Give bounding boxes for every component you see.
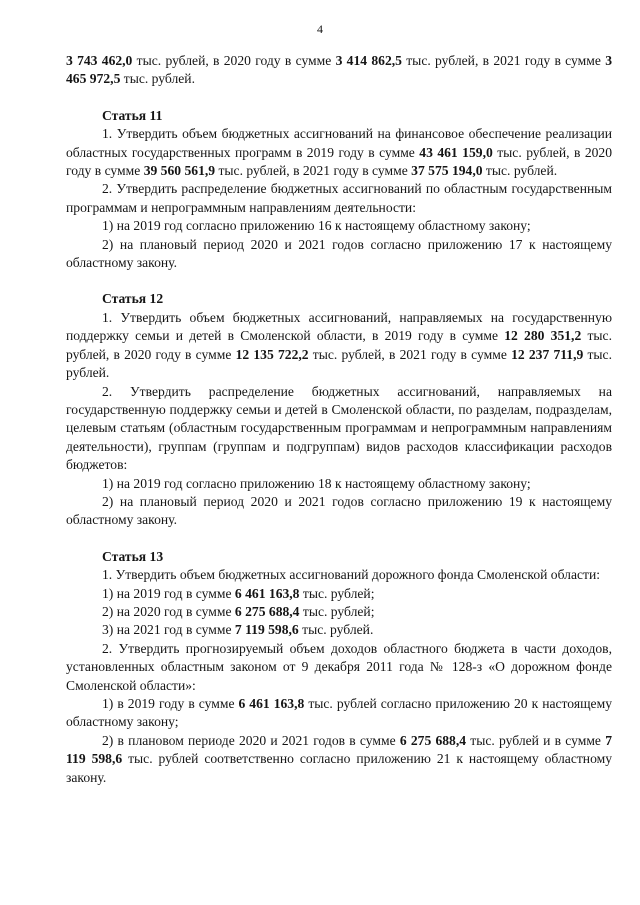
amount: 12 135 722,2 bbox=[235, 346, 309, 362]
article-12-item-2: 2) на плановый период 2020 и 2021 годов согласно приложению 19 к настоящему областному закону. bbox=[66, 493, 612, 528]
article-11-paragraph-2: 2. Утвердить распределение бюджетных ассигнований по областным государственным программам и непрограммным направлениям деятельности: bbox=[66, 181, 612, 215]
article-12-paragraph-2: 2. Утвердить распределение бюджетных ассигнований, направляемых на государственную поддержку семьи и детей в Смоленской области, по разделам, подразделам, целевым статьям (областным государственным программам и непрограммным направлениям деятельности), группам (группам и подгруппам) видов расходов классификации расходов бюджетов: bbox=[66, 383, 612, 473]
page-number: 4 bbox=[317, 22, 323, 36]
amount: 6 275 688,4 bbox=[234, 603, 300, 619]
amount: 12 280 351,2 bbox=[504, 328, 582, 344]
intro-paragraph: 3 743 462,0 тыс. рублей, в 2020 году в сумме 3 414 862,5 тыс. рублей, в 2021 году в сумме 3 465 972,5 тыс. рублей. bbox=[66, 53, 612, 87]
article-13-paragraph-1: 1. Утвердить объем бюджетных ассигнований дорожного фонда Смоленской области: bbox=[102, 567, 601, 583]
article-11-item-1: 1) на 2019 год согласно приложению 16 к настоящему областному закону; bbox=[102, 218, 531, 234]
article-13-subitem-2: 2) в плановом периоде 2020 и 2021 годов в сумме 6 275 688,4 тыс. рублей и в сумме 7 119 598,6 тыс. рублей соответственно согласно приложению 21 к настоящему областному закону. bbox=[66, 732, 612, 785]
article-12-item-1: 1) на 2019 год согласно приложению 18 к настоящему областному закону; bbox=[102, 475, 531, 491]
article-12-title: Статья 12 bbox=[102, 291, 164, 307]
article-13-title: Статья 13 bbox=[102, 548, 164, 564]
amount: 3 414 862,5 bbox=[335, 53, 402, 68]
amount: 6 275 688,4 bbox=[399, 732, 467, 748]
article-13-item-1: 1) на 2019 год в сумме 6 461 163,8 тыс. рублей; bbox=[102, 585, 375, 601]
amount: 7 119 598,6 bbox=[66, 732, 612, 767]
amount: 43 461 159,0 bbox=[419, 144, 493, 160]
document-body bbox=[66, 52, 612, 787]
amount: 37 575 194,0 bbox=[411, 163, 483, 179]
amount: 12 237 711,9 bbox=[511, 346, 584, 362]
article-12-paragraph-1: 1. Утвердить объем бюджетных ассигнований, направляемых на государственную поддержку семьи и детей в Смоленской области, в 2019 году в сумме 12 280 351,2 тыс. рублей, в 2020 году в сумме 12 135 722,2 тыс. рублей, в 2021 году в сумме 12 237 711,9 тыс. рублей. bbox=[66, 309, 612, 381]
article-13-paragraph-2: 2. Утвердить прогнозируемый объем доходов областного бюджета в части доходов, установленных областным законом от 9 декабря 2011 года № 128-з «О дорожном фонде Смоленской области»: bbox=[66, 640, 612, 693]
amount: 6 461 163,8 bbox=[238, 696, 305, 711]
amount: 7 119 598,6 bbox=[234, 622, 299, 638]
amount: 3 743 462,0 bbox=[66, 53, 133, 68]
amount: 39 560 561,9 bbox=[143, 163, 216, 179]
amount: 6 461 163,8 bbox=[234, 585, 300, 601]
article-13-item-3: 3) на 2021 год в сумме 7 119 598,6 тыс. рублей. bbox=[102, 622, 374, 638]
article-13-item-2: 2) на 2020 год в сумме 6 275 688,4 тыс. рублей; bbox=[102, 603, 375, 619]
article-11-item-2: 2) на плановый период 2020 и 2021 годов согласно приложению 17 к настоящему областному закону. bbox=[66, 236, 612, 271]
article-13-subitem-1: 1) в 2019 году в сумме 6 461 163,8 тыс. рублей согласно приложению 20 к настоящему областному закону; bbox=[66, 696, 612, 730]
article-11-title: Статья 11 bbox=[102, 107, 163, 123]
amount: 3 465 972,5 bbox=[66, 53, 612, 87]
article-11-paragraph-1: 1. Утвердить объем бюджетных ассигнований на финансовое обеспечение реализации областных государственных программ в 2019 году в сумме 43 461 159,0 тыс. рублей, в 2020 году в сумме 39 560 561,9 тыс. рублей, в 2021 году в сумме 37 575 194,0 тыс. рублей. bbox=[66, 126, 613, 179]
